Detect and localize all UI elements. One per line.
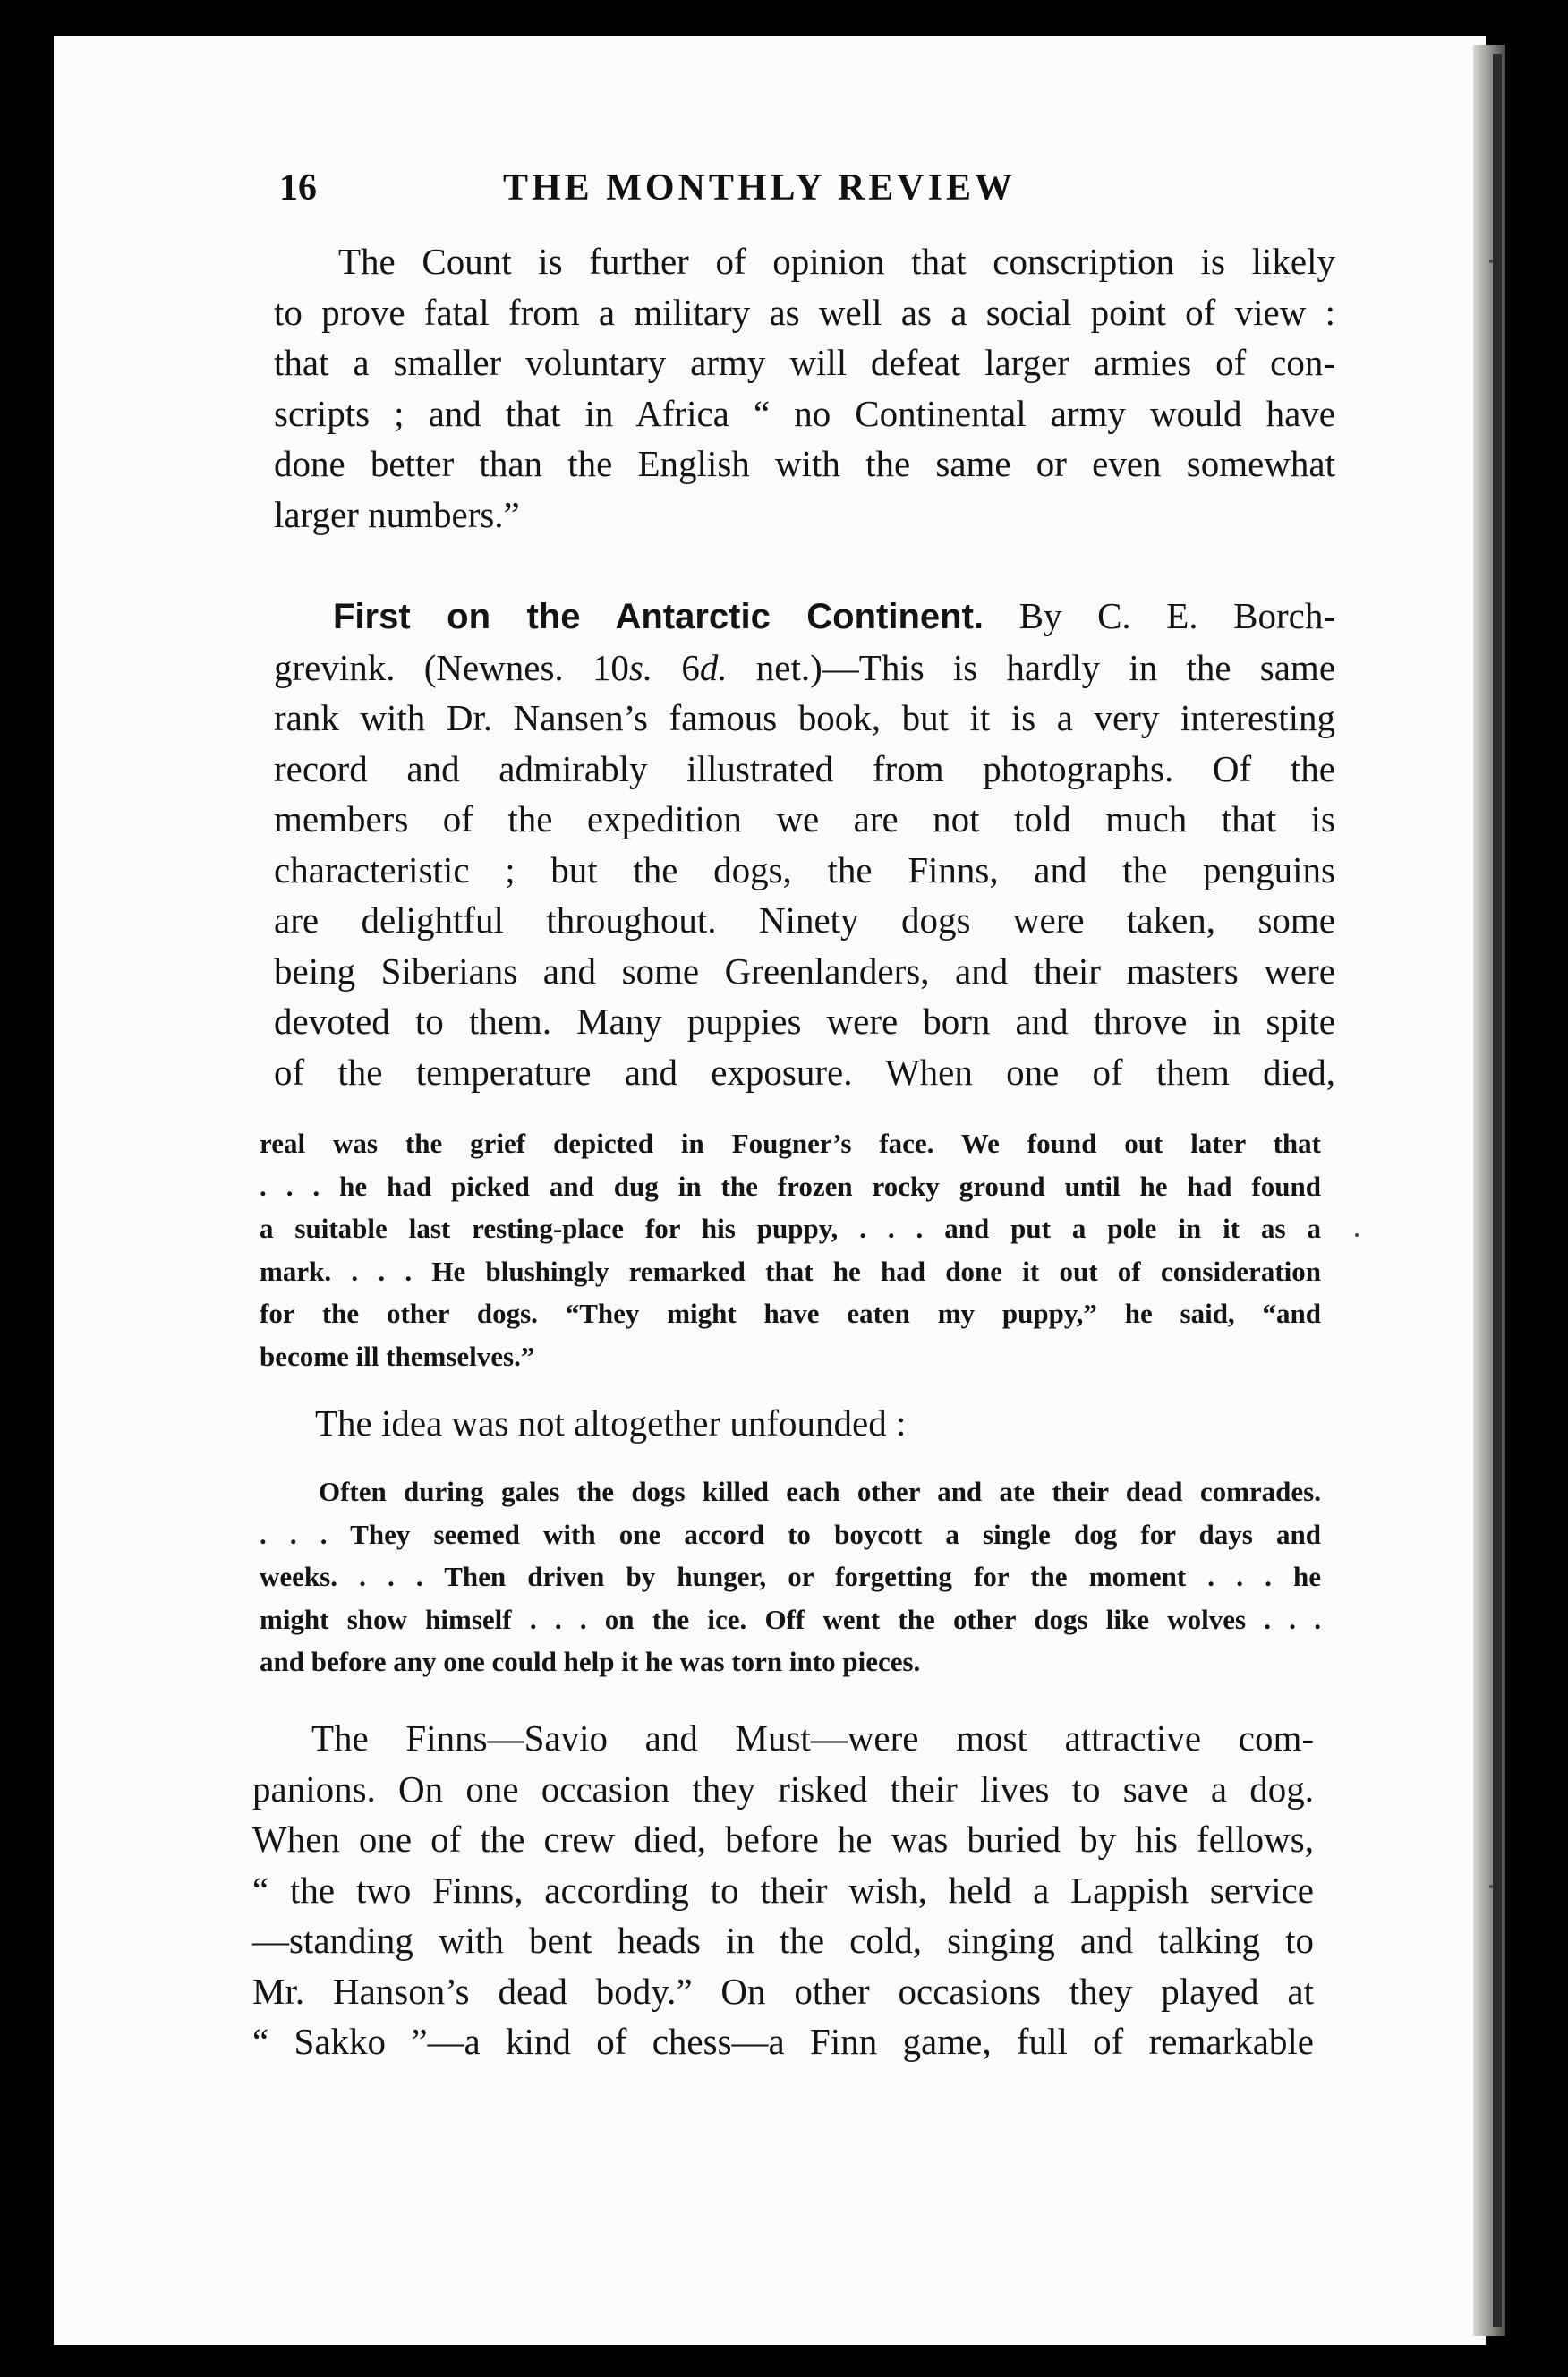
quote-line: a suitable last resting-place for his puppy, . . . and put a pole in it as a: [260, 1213, 1321, 1244]
text-line: “ the two Finns, according to their wish, held a Lappish service: [252, 1869, 1314, 1911]
quote-line: Often during gales the dogs killed each other and ate their dead comrades.: [319, 1476, 1321, 1507]
block-quote-puppy: [260, 1122, 1321, 1377]
page-edge-dark: [1493, 54, 1502, 2327]
running-title: THE MONTHLY REVIEW: [503, 167, 1016, 209]
quote-line: might show himself . . . on the ice. Off went the other dogs like wolves . . .: [260, 1603, 1321, 1635]
text-fragment: 6: [652, 646, 700, 688]
text-line: —standing with bent heads in the cold, singing and talking to: [252, 1920, 1314, 1961]
text-line: The Count is further of opinion that conscription is likely: [338, 241, 1335, 282]
quote-line: . . . They seemed with one accord to boycott a single dog for days and: [260, 1518, 1321, 1550]
review-author: By C. E. Borch-: [1018, 595, 1336, 636]
review-heading-line: [274, 591, 1335, 643]
quote-line: and before any one could help it he was torn into pieces.: [260, 1646, 921, 1677]
text-fragment: net.)—This is hardly in the same: [727, 646, 1336, 688]
text-line: done better than the English with the same or even somewhat: [274, 443, 1335, 484]
text-line: panions. On one occasion they risked their lives to save a dog.: [252, 1768, 1314, 1810]
quote-line: weeks. . . . Then driven by hunger, or forgetting for the moment . . . he: [260, 1561, 1321, 1592]
text-line: devoted to them. Many puppies were born and throve in spite: [274, 1001, 1335, 1042]
review-publisher-line: [274, 643, 1335, 694]
text-fragment: grevink. (Newnes. 10: [274, 646, 629, 688]
block-quote-gales: [260, 1470, 1321, 1683]
quote-line: . . . he had picked and dug in the frozen rocky ground until he had found: [260, 1170, 1321, 1202]
quote-line: real was the grief depicted in Fougner’s face. We found out later that: [260, 1128, 1321, 1159]
shillings-mark: s.: [628, 646, 653, 688]
text-line: of the temperature and exposure. When one of them died,: [274, 1051, 1335, 1093]
paragraph-finns: [252, 1713, 1314, 2067]
quote-line: mark. . . . He blushingly remarked that he had done it out of consideration: [260, 1255, 1321, 1287]
quote-line: become ill themselves.”: [260, 1340, 535, 1372]
text-line: record and admirably illustrated from photographs. Of the: [274, 747, 1335, 789]
quote-line: for the other dogs. “They might have eaten my puppy,” he said, “and: [260, 1298, 1321, 1329]
scan-speck: [1489, 260, 1493, 263]
text-line: being Siberians and some Greenlanders, and their masters were: [274, 950, 1335, 992]
text-line: to prove fatal from a military as well as a social point of view :: [274, 291, 1335, 333]
scan-speck: [1489, 1885, 1493, 1888]
text-line: that a smaller voluntary army will defeat larger armies of con-: [274, 342, 1335, 383]
text-line: The Finns—Savio and Must—were most attractive com-: [311, 1717, 1314, 1759]
pence-mark: d.: [699, 646, 728, 688]
text-line: “ Sakko ”—a kind of chess—a Finn game, full of remarkable: [252, 2021, 1314, 2062]
text-line: larger numbers.”: [274, 493, 520, 535]
text-line: When one of the crew died, before he was buried by his fellows,: [252, 1819, 1314, 1860]
text-line: characteristic ; but the dogs, the Finns, and the penguins: [274, 848, 1335, 890]
page-number: 16: [279, 167, 317, 209]
text-line: scripts ; and that in Africa “ no Continental army would have: [274, 392, 1335, 434]
paragraph-conscription: [274, 236, 1335, 540]
scan-speck: [1355, 1233, 1359, 1237]
text-line: rank with Dr. Nansen’s famous book, but it is a very interesting: [274, 697, 1335, 738]
lead-in-sentence: The idea was not altogether unfounded :: [315, 1402, 907, 1444]
book-review: [274, 591, 1335, 1097]
page-header: [279, 166, 1335, 217]
text-line: are delightful throughout. Ninety dogs were taken, some: [274, 899, 1335, 941]
text-line: Mr. Hanson’s dead body.” On other occasions they played at: [252, 1970, 1314, 2012]
text-line: members of the expedition we are not told much that is: [274, 798, 1335, 839]
book-title: First on the Antarctic Continent.: [333, 597, 984, 636]
